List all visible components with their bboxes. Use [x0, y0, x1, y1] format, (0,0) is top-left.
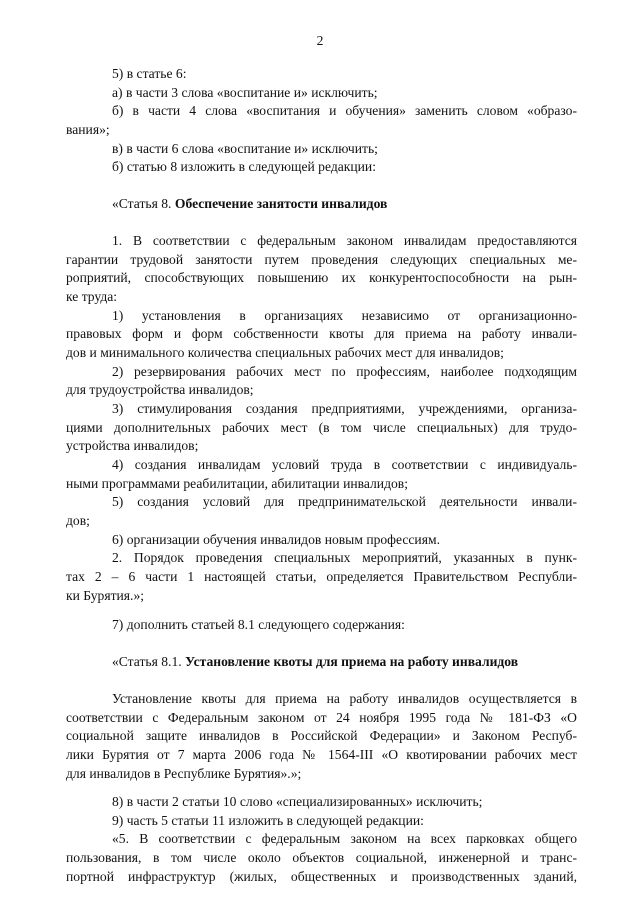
measure-5-line-1: 5) создания условий для предпринимательской деятельности инвали- [112, 494, 577, 509]
item-7: 7) дополнить статьей 8.1 следующего содержания: [112, 617, 405, 632]
measure-5-line-2: дов; [66, 513, 90, 528]
article-8-1-heading [112, 652, 518, 671]
measure-1-line-2: правовых форм и форм собственности квоты для приема на работу инвали- [66, 326, 577, 341]
item-5: 5) в статье 6: [112, 66, 187, 81]
part-2-line-1: 2. Порядок проведения специальных мероприятий, указанных в пунк- [112, 550, 577, 565]
article-8-1-prefix: «Статья 8.1. [112, 654, 182, 669]
part-2-line-3: ки Бурятия.»; [66, 588, 145, 603]
measure-1-line-1: 1) установления в организациях независимо от организационно- [112, 308, 577, 323]
article-8-prefix: «Статья 8. [112, 196, 172, 211]
part-1-line-4: ке труда: [66, 289, 118, 304]
article-8-1-line-1: Установление квоты для приема на работу инвалидов осуществляется в [112, 691, 577, 706]
part-5-line-2: пользования, в том числе около объектов социальной, инженерной и транс- [66, 850, 577, 865]
item-9: 9) часть 5 статьи 11 изложить в следующей редакции: [112, 813, 424, 828]
part-5-line-3: портной инфраструктур (жилых, общественных и производственных зданий, [66, 869, 577, 884]
article-8-1-line-3: социальной защите инвалидов в Российской Федерации» и Законом Респуб- [66, 728, 577, 743]
part-5-line-1: «5. В соответствии с федеральным законом на всех парковках общего [112, 831, 577, 846]
article-8-title: Обеспечение занятости инвалидов [174, 196, 388, 211]
measure-6: 6) организации обучения инвалидов новым профессиям. [112, 532, 440, 547]
measure-4-line-1: 4) создания инвалидам условий труда в соответствии с индивидуаль- [112, 457, 577, 472]
article-8-heading [112, 194, 387, 213]
measure-1-line-3: дов и минимального количества специальных рабочих мест для инвалидов; [66, 345, 504, 360]
item-5a: а) в части 3 слова «воспитание и» исключить; [112, 85, 378, 100]
article-8-1-line-5: для инвалидов в Республике Бурятия».»; [66, 766, 302, 781]
part-1-line-3: роприятий, способствующих повышению их конкурентоспособности на рын- [66, 270, 577, 285]
item-5b: б) в части 4 слова «воспитания и обучения» заменить словом «образо- [112, 103, 577, 118]
page-number: 2 [316, 33, 324, 48]
item-5b-cont: вания»; [66, 122, 110, 137]
article-8-1-line-4: лики Бурятия от 7 марта 2006 года № 1564-III «О квотировании рабочих мест [66, 747, 577, 762]
measure-3-line-1: 3) стимулирования создания предприятиями, учреждениями, организа- [112, 401, 577, 416]
measure-2-line-1: 2) резервирования рабочих мест по профессиям, наиболее подходящим [112, 364, 577, 379]
item-8: 8) в части 2 статьи 10 слово «специализированных» исключить; [112, 794, 483, 809]
measure-2-line-2: для трудоустройства инвалидов; [66, 382, 254, 397]
part-1-line-1: 1. В соответствии с федеральным законом инвалидам предоставляются [112, 233, 577, 248]
measure-3-line-3: устройства инвалидов; [66, 438, 199, 453]
measure-3-line-2: циями дополнительных рабочих мест (в том числе специальных) для трудо- [66, 420, 577, 435]
article-8-1-title: Установление квоты для приема на работу инвалидов [185, 654, 519, 669]
item-6: б) статью 8 изложить в следующей редакции: [112, 159, 376, 174]
measure-4-line-2: ными программами реабилитации, абилитации инвалидов; [66, 476, 408, 491]
part-1-line-2: гарантии трудовой занятости путем проведения следующих специальных ме- [66, 252, 577, 267]
item-5c: в) в части 6 слова «воспитание и» исключить; [112, 141, 378, 156]
article-8-1-line-2: соответствии с Федеральным законом от 24 ноября 1995 года № 181-ФЗ «О [66, 710, 577, 725]
part-2-line-2: тах 2 – 6 части 1 настоящей статьи, определяется Правительством Республи- [66, 569, 577, 584]
